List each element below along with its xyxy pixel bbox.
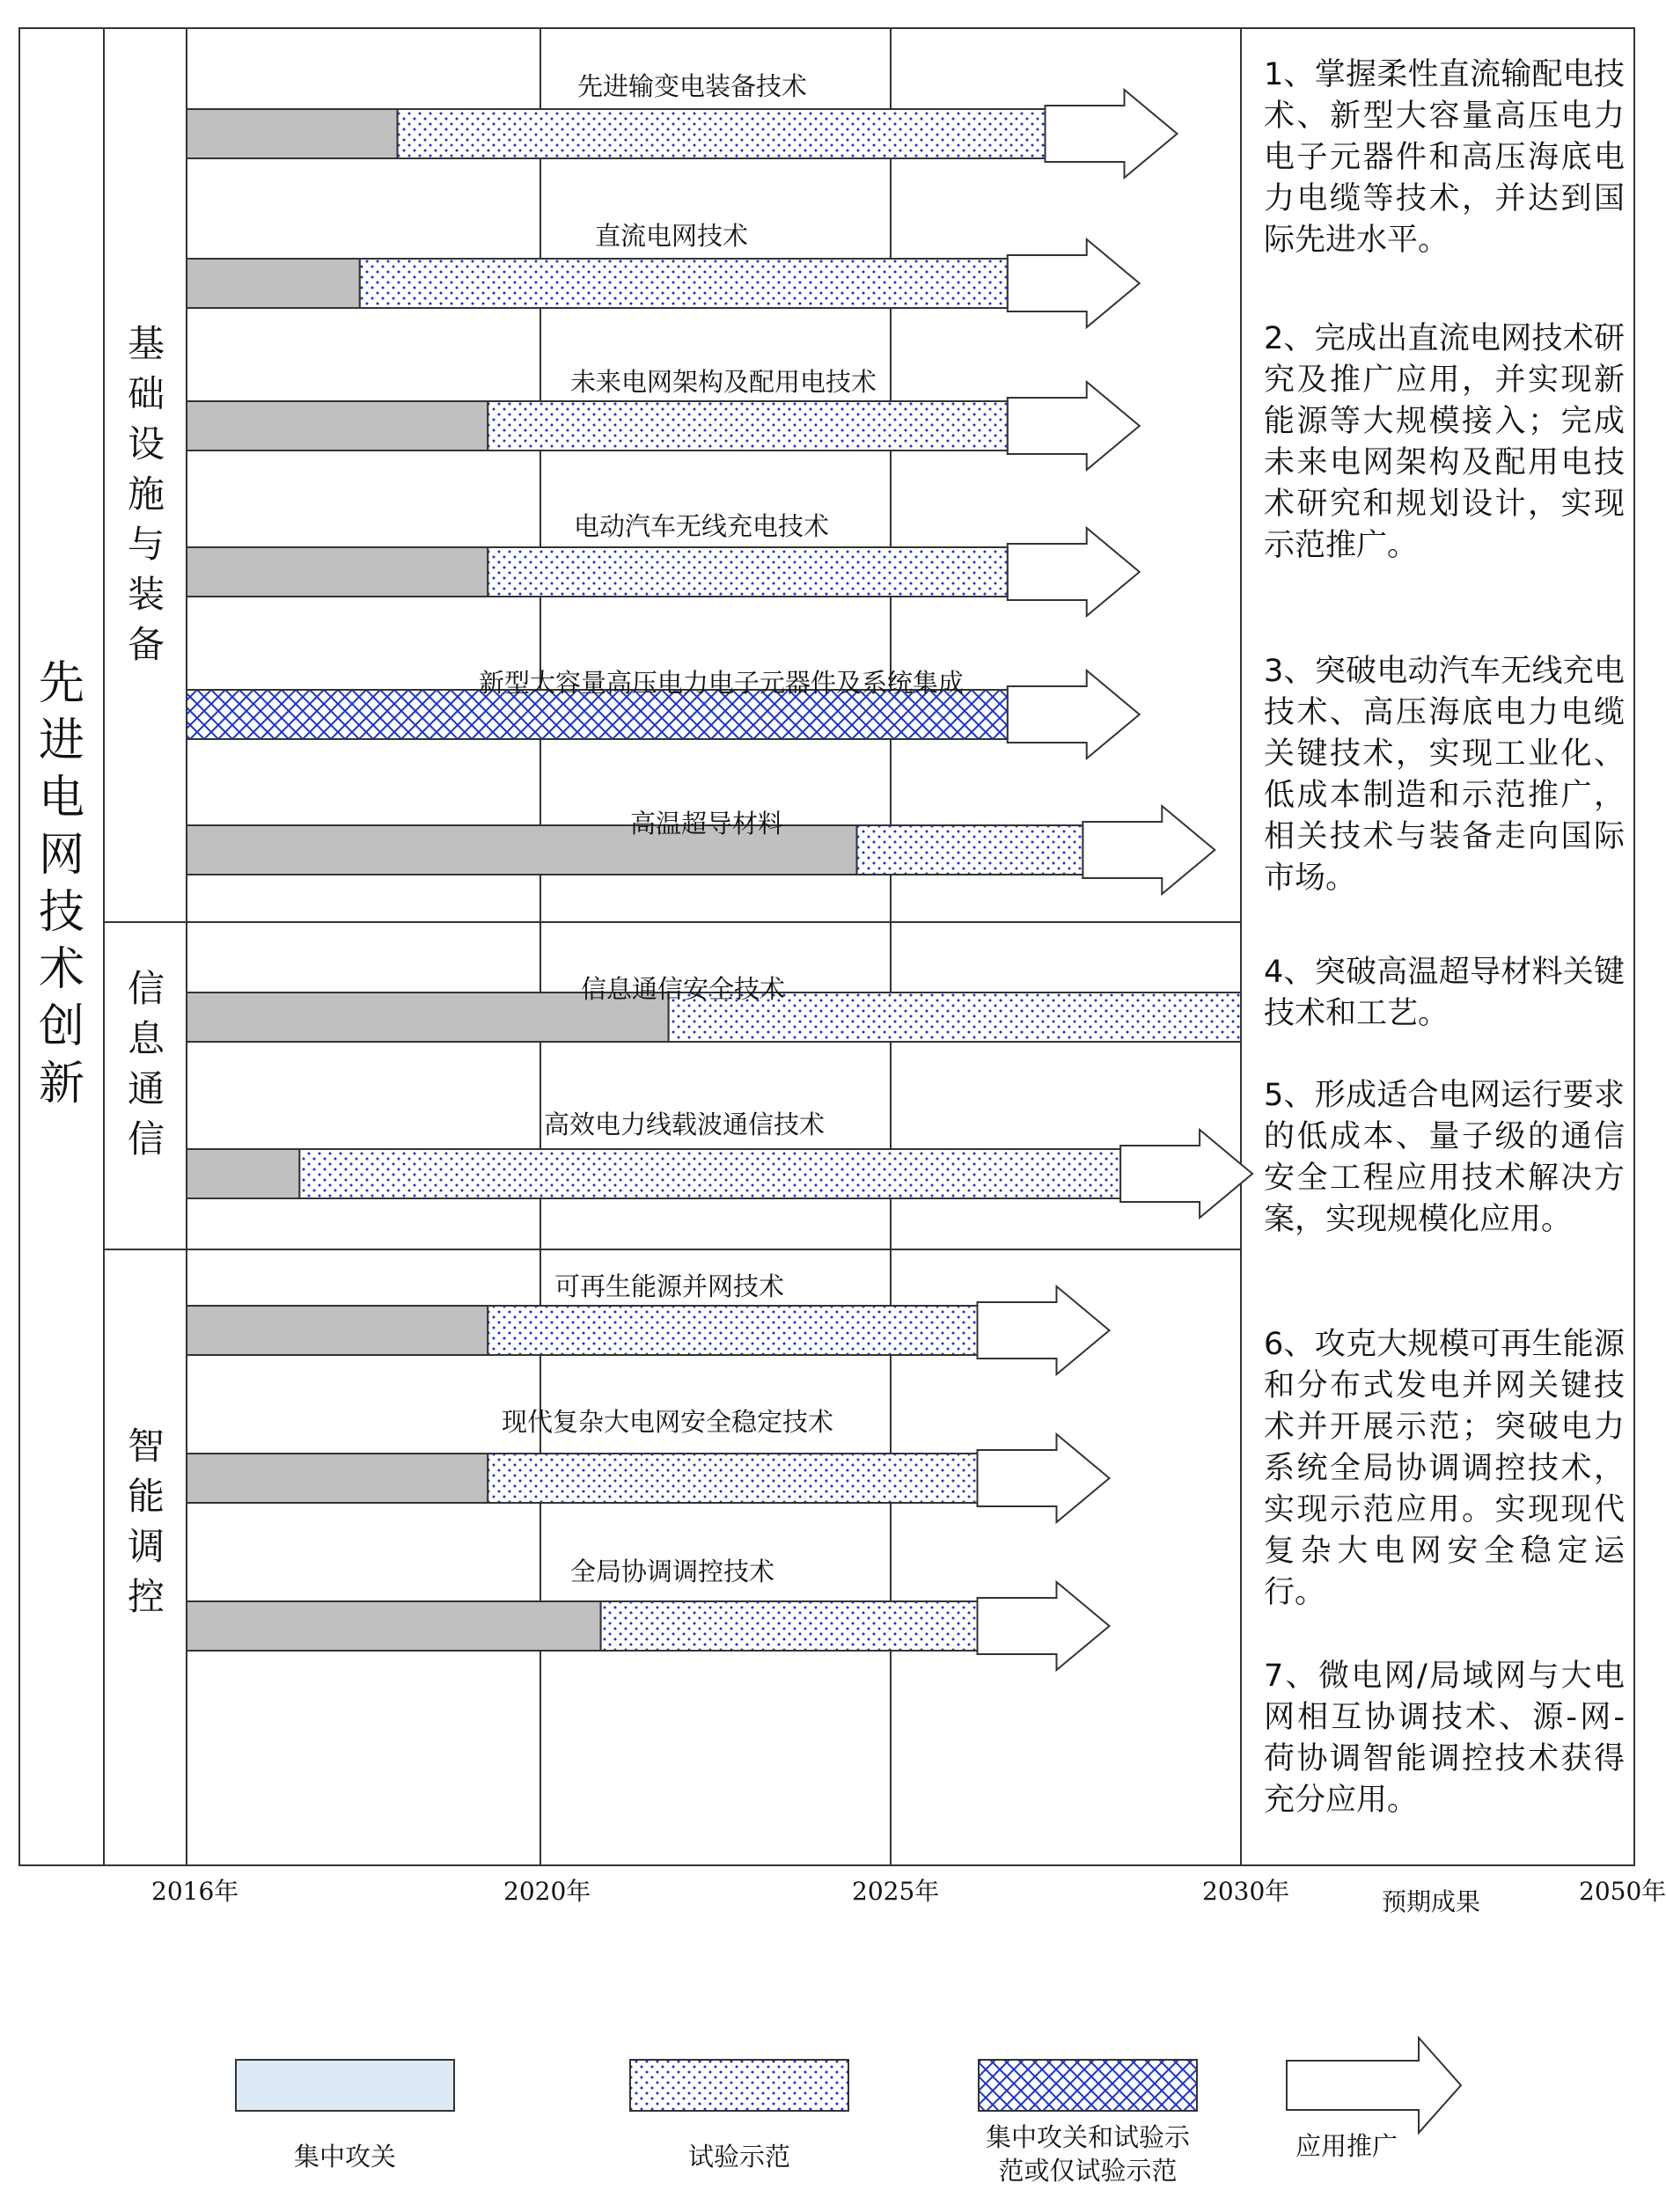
- promotion-arrow-icon: [1008, 239, 1140, 327]
- outcome-5: 5、形成适合电网运行要求的低成本、量子级的通信安全工程应用技术解决方案，实现规模化应用。: [1264, 1078, 1625, 1237]
- bar-research-segment: [187, 1149, 299, 1198]
- bar-pilot-segment: [488, 401, 1007, 450]
- bar-research-segment: [187, 109, 398, 158]
- bar-research-segment: [187, 401, 488, 450]
- bar-research-segment: [187, 1601, 601, 1651]
- promotion-arrow-icon: [978, 1434, 1110, 1522]
- bar-pilot-segment: [857, 825, 1083, 875]
- row-caption: 直流电网技术: [595, 221, 749, 251]
- bar-pilot-segment: [488, 1454, 977, 1503]
- bar-pilot-segment: [601, 1601, 978, 1651]
- bar-pilot-segment: [299, 1149, 1120, 1198]
- promotion-arrow-icon: [1008, 382, 1140, 470]
- category-smart-dispatch: 智 能 调 控: [127, 1425, 165, 1618]
- bar-research-segment: [187, 1306, 488, 1355]
- main-title: 先 进 电 网 技 术 创 新: [38, 657, 84, 1110]
- outcome-7: 7、微电网/局域网与大电网相互协调技术、源-网-荷协调智能调控技术获得充分应用。: [1264, 1659, 1625, 1818]
- category-infrastructure: 基 础 设 施 与 装 备: [127, 322, 165, 666]
- legend-swatch-solid: [236, 2060, 454, 2111]
- legend-label-solid: 集中攻关: [293, 2142, 396, 2172]
- row-caption: 新型大容量高压电力电子元器件及系统集成: [479, 668, 965, 698]
- row-caption: 全局协调调控技术: [570, 1556, 775, 1586]
- row-caption: 先进输变电装备技术: [577, 71, 808, 101]
- axis-label-2050: 2050年: [1579, 1877, 1666, 1906]
- axis-label-2030: 2030年: [1202, 1877, 1290, 1906]
- bar-research-segment: [187, 547, 488, 597]
- bar-pilot-segment: [488, 1306, 977, 1355]
- outcome-3: 3、突破电动汽车无线充电技术、高压海底电力电缆关键技术，实现工业化、低成本制造和示范推广，相关技术与装备走向国际市场。: [1264, 654, 1625, 896]
- axis-label-2025: 2025年: [852, 1877, 940, 1906]
- legend-swatch-cross: [979, 2060, 1197, 2111]
- outcome-1: 1、掌握柔性直流输配电技术、新型大容量高压电力电子元器件和高压海底电力电缆等技术，并达到国际先进水平。: [1264, 57, 1625, 258]
- axis-label-2016: 2016年: [151, 1877, 239, 1906]
- bar-research-segment: [187, 1454, 488, 1503]
- promotion-arrow-icon: [978, 1582, 1110, 1670]
- bar-pilot-segment: [488, 547, 1007, 597]
- legend-label-arrow: 应用推广: [1295, 2131, 1398, 2161]
- outcome-2: 2、完成出直流电网技术研究及推广应用，并实现新能源等大规模接入；完成未来电网架构及配用电技术研究和规划设计，实现示范推广。: [1264, 321, 1625, 563]
- promotion-arrow-icon: [1008, 670, 1140, 758]
- row-caption: 现代复杂大电网安全稳定技术: [502, 1407, 834, 1437]
- row-caption: 信息通信安全技术: [581, 974, 786, 1004]
- bar-research-segment: [187, 259, 360, 308]
- bar-pilot-segment: [398, 109, 1046, 158]
- outcome-6: 6、攻克大规模可再生能源和分布式发电并网关键技术并开展示范；突破电力系统全局协调调控技术，实现示范应用。实现现代复杂大电网安全稳定运行。: [1264, 1327, 1625, 1610]
- row-caption: 高温超导材料: [630, 809, 784, 839]
- category-communication: 信 息 通 信: [127, 967, 165, 1161]
- axis-label-2020: 2020年: [503, 1877, 591, 1906]
- row-caption: 高效电力线载波通信技术: [544, 1110, 826, 1139]
- axis-label-outcome: 预期成果: [1382, 1887, 1481, 1916]
- outcome-4: 4、突破高温超导材料关键技术和工艺。: [1264, 955, 1625, 1031]
- legend-arrow-icon: [1287, 2038, 1461, 2133]
- promotion-arrow-icon: [1046, 90, 1178, 178]
- legend-label-dot: 试验示范: [687, 2142, 790, 2172]
- promotion-arrow-icon: [1120, 1130, 1252, 1218]
- promotion-arrow-icon: [978, 1286, 1110, 1374]
- row-caption: 可再生能源并网技术: [554, 1271, 785, 1301]
- legend-swatch-dot: [630, 2060, 848, 2111]
- promotion-arrow-icon: [1008, 528, 1140, 616]
- row-caption: 未来电网架构及配用电技术: [570, 367, 877, 397]
- bar-pilot-segment: [360, 259, 1008, 308]
- promotion-arrow-icon: [1083, 806, 1215, 894]
- row-caption: 电动汽车无线充电技术: [574, 511, 830, 541]
- legend-shapes: [236, 2038, 1461, 2133]
- legend-label-cross: 集中攻关和试验示范或仅试验示范: [985, 2122, 1190, 2186]
